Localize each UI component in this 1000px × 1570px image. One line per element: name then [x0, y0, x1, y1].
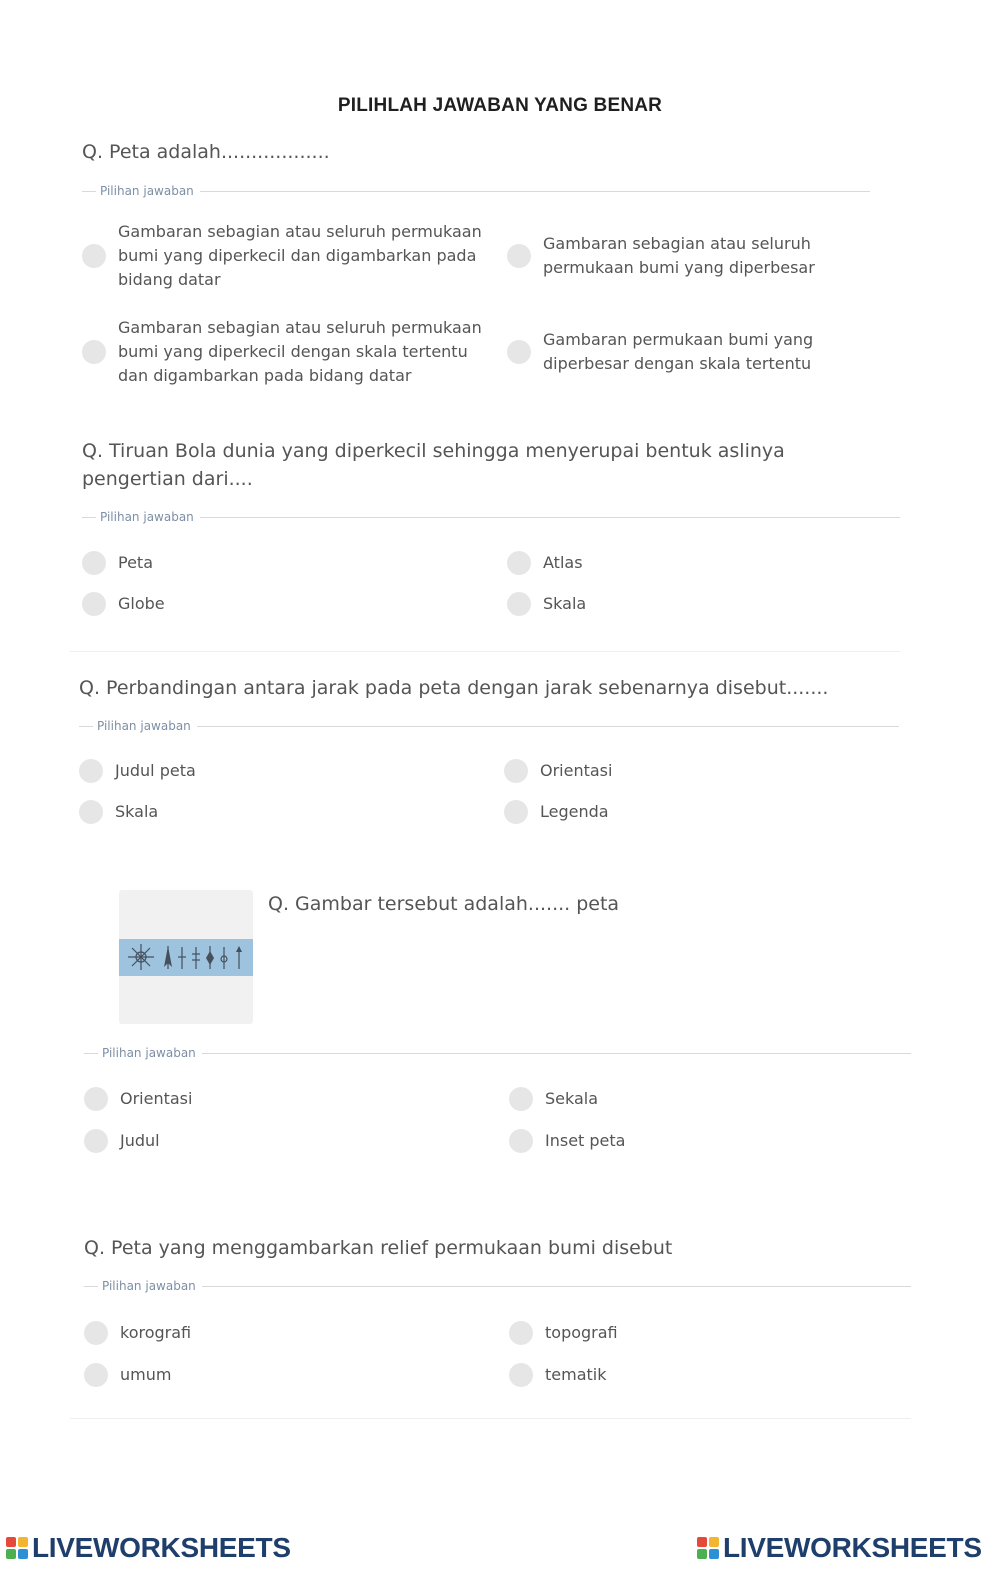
option[interactable]	[504, 800, 899, 824]
radio-button[interactable]	[509, 1321, 533, 1345]
option-label: Skala	[115, 802, 159, 821]
liveworksheets-logo-icon	[6, 1537, 28, 1559]
option-label: tematik	[545, 1365, 607, 1384]
option[interactable]	[507, 592, 900, 616]
option-label: korografi	[120, 1323, 192, 1342]
option[interactable]	[504, 759, 899, 783]
answer-choices-legend	[84, 1043, 911, 1063]
option-label: Peta	[118, 553, 153, 572]
options-grid	[79, 759, 899, 824]
radio-button[interactable]	[84, 1321, 108, 1345]
radio-button[interactable]	[507, 592, 531, 616]
option-label: Gambaran sebagian atau seluruh permukaan bumi yang diperbesar	[543, 234, 815, 277]
brand-name: LIVEWORKSHEETS	[723, 1532, 982, 1563]
option[interactable]	[507, 304, 870, 400]
option-label: Gambaran permukaan bumi yang diperbesar dengan skala tertentu	[543, 330, 814, 373]
answer-choices-legend	[79, 716, 899, 736]
option-label: Legenda	[540, 802, 609, 821]
answer-choices-legend	[82, 181, 870, 201]
option-label: Judul peta	[115, 761, 196, 780]
options-grid	[84, 1321, 911, 1387]
legend-label: Pilihan jawaban	[100, 510, 194, 524]
option[interactable]	[509, 1321, 911, 1345]
option[interactable]	[507, 551, 900, 575]
question-3	[79, 674, 899, 824]
radio-button[interactable]	[84, 1087, 108, 1111]
option[interactable]	[509, 1087, 911, 1111]
question-image	[119, 890, 253, 1024]
liveworksheets-logo-icon	[697, 1537, 719, 1559]
brand-logo-left	[6, 1532, 291, 1564]
brand-logo-right	[697, 1532, 982, 1564]
compass-symbols-icon	[119, 939, 253, 976]
page-title: PILIHLAH JAWABAN YANG BENAR	[337, 95, 663, 116]
question-2	[82, 437, 900, 616]
question-5	[84, 1234, 911, 1387]
option[interactable]	[84, 1321, 509, 1345]
radio-button[interactable]	[507, 551, 531, 575]
question-1	[82, 138, 870, 400]
answer-choices-legend	[84, 1276, 911, 1296]
compass-symbols-strip	[119, 939, 253, 976]
divider	[70, 651, 900, 652]
radio-button[interactable]	[507, 340, 531, 364]
radio-button[interactable]	[509, 1363, 533, 1387]
radio-button[interactable]	[504, 800, 528, 824]
radio-button[interactable]	[509, 1129, 533, 1153]
option[interactable]	[84, 1129, 509, 1153]
radio-button[interactable]	[79, 800, 103, 824]
option-label: Judul	[120, 1131, 160, 1150]
option-label: umum	[120, 1365, 172, 1384]
option[interactable]	[79, 800, 504, 824]
legend-label: Pilihan jawaban	[102, 1046, 196, 1060]
option-label: Skala	[543, 594, 587, 613]
legend-label: Pilihan jawaban	[97, 719, 191, 733]
radio-button[interactable]	[84, 1363, 108, 1387]
option-label: Globe	[118, 594, 165, 613]
radio-button[interactable]	[82, 244, 106, 268]
legend-label: Pilihan jawaban	[102, 1279, 196, 1293]
question-text: Q. Gambar tersebut adalah....... peta	[268, 893, 620, 915]
option-label: topografi	[545, 1323, 618, 1342]
option[interactable]	[509, 1129, 911, 1153]
options-grid	[82, 218, 870, 400]
option[interactable]	[82, 218, 507, 294]
option-label: Gambaran sebagian atau seluruh permukaan bumi yang diperkecil dan digambarkan pada bidang datar	[118, 222, 482, 289]
question-text: Q. Peta yang menggambarkan relief permukaan bumi disebut	[84, 1237, 673, 1259]
question-text: Q. Peta adalah..................	[82, 141, 330, 163]
option-label: Orientasi	[120, 1089, 193, 1108]
question-4-answers	[84, 1043, 911, 1153]
brand-name: LIVEWORKSHEETS	[32, 1532, 291, 1563]
radio-button[interactable]	[504, 759, 528, 783]
option[interactable]	[82, 304, 507, 400]
question-4	[268, 890, 768, 918]
option[interactable]	[79, 759, 504, 783]
radio-button[interactable]	[509, 1087, 533, 1111]
option[interactable]	[84, 1087, 509, 1111]
option[interactable]	[82, 551, 507, 575]
radio-button[interactable]	[507, 244, 531, 268]
radio-button[interactable]	[82, 340, 106, 364]
option[interactable]	[509, 1363, 911, 1387]
option-label: Inset peta	[545, 1131, 626, 1150]
option[interactable]	[507, 218, 870, 294]
option[interactable]	[82, 592, 507, 616]
legend-label: Pilihan jawaban	[100, 184, 194, 198]
question-text: Q. Tiruan Bola dunia yang diperkecil sehingga menyerupai bentuk aslinya pengertian dari....	[82, 440, 785, 490]
option[interactable]	[84, 1363, 509, 1387]
option-label: Atlas	[543, 553, 583, 572]
question-text: Q. Perbandingan antara jarak pada peta dengan jarak sebenarnya disebut.......	[79, 677, 829, 699]
option-label: Orientasi	[540, 761, 613, 780]
radio-button[interactable]	[82, 592, 106, 616]
radio-button[interactable]	[82, 551, 106, 575]
option-label: Sekala	[545, 1089, 599, 1108]
radio-button[interactable]	[79, 759, 103, 783]
answer-choices-legend	[82, 507, 900, 527]
options-grid	[84, 1087, 911, 1153]
options-grid	[82, 551, 900, 616]
radio-button[interactable]	[84, 1129, 108, 1153]
divider	[70, 1418, 911, 1419]
option-label: Gambaran sebagian atau seluruh permukaan bumi yang diperkecil dengan skala tertentu dan digambarkan pada bidang datar	[118, 318, 482, 385]
